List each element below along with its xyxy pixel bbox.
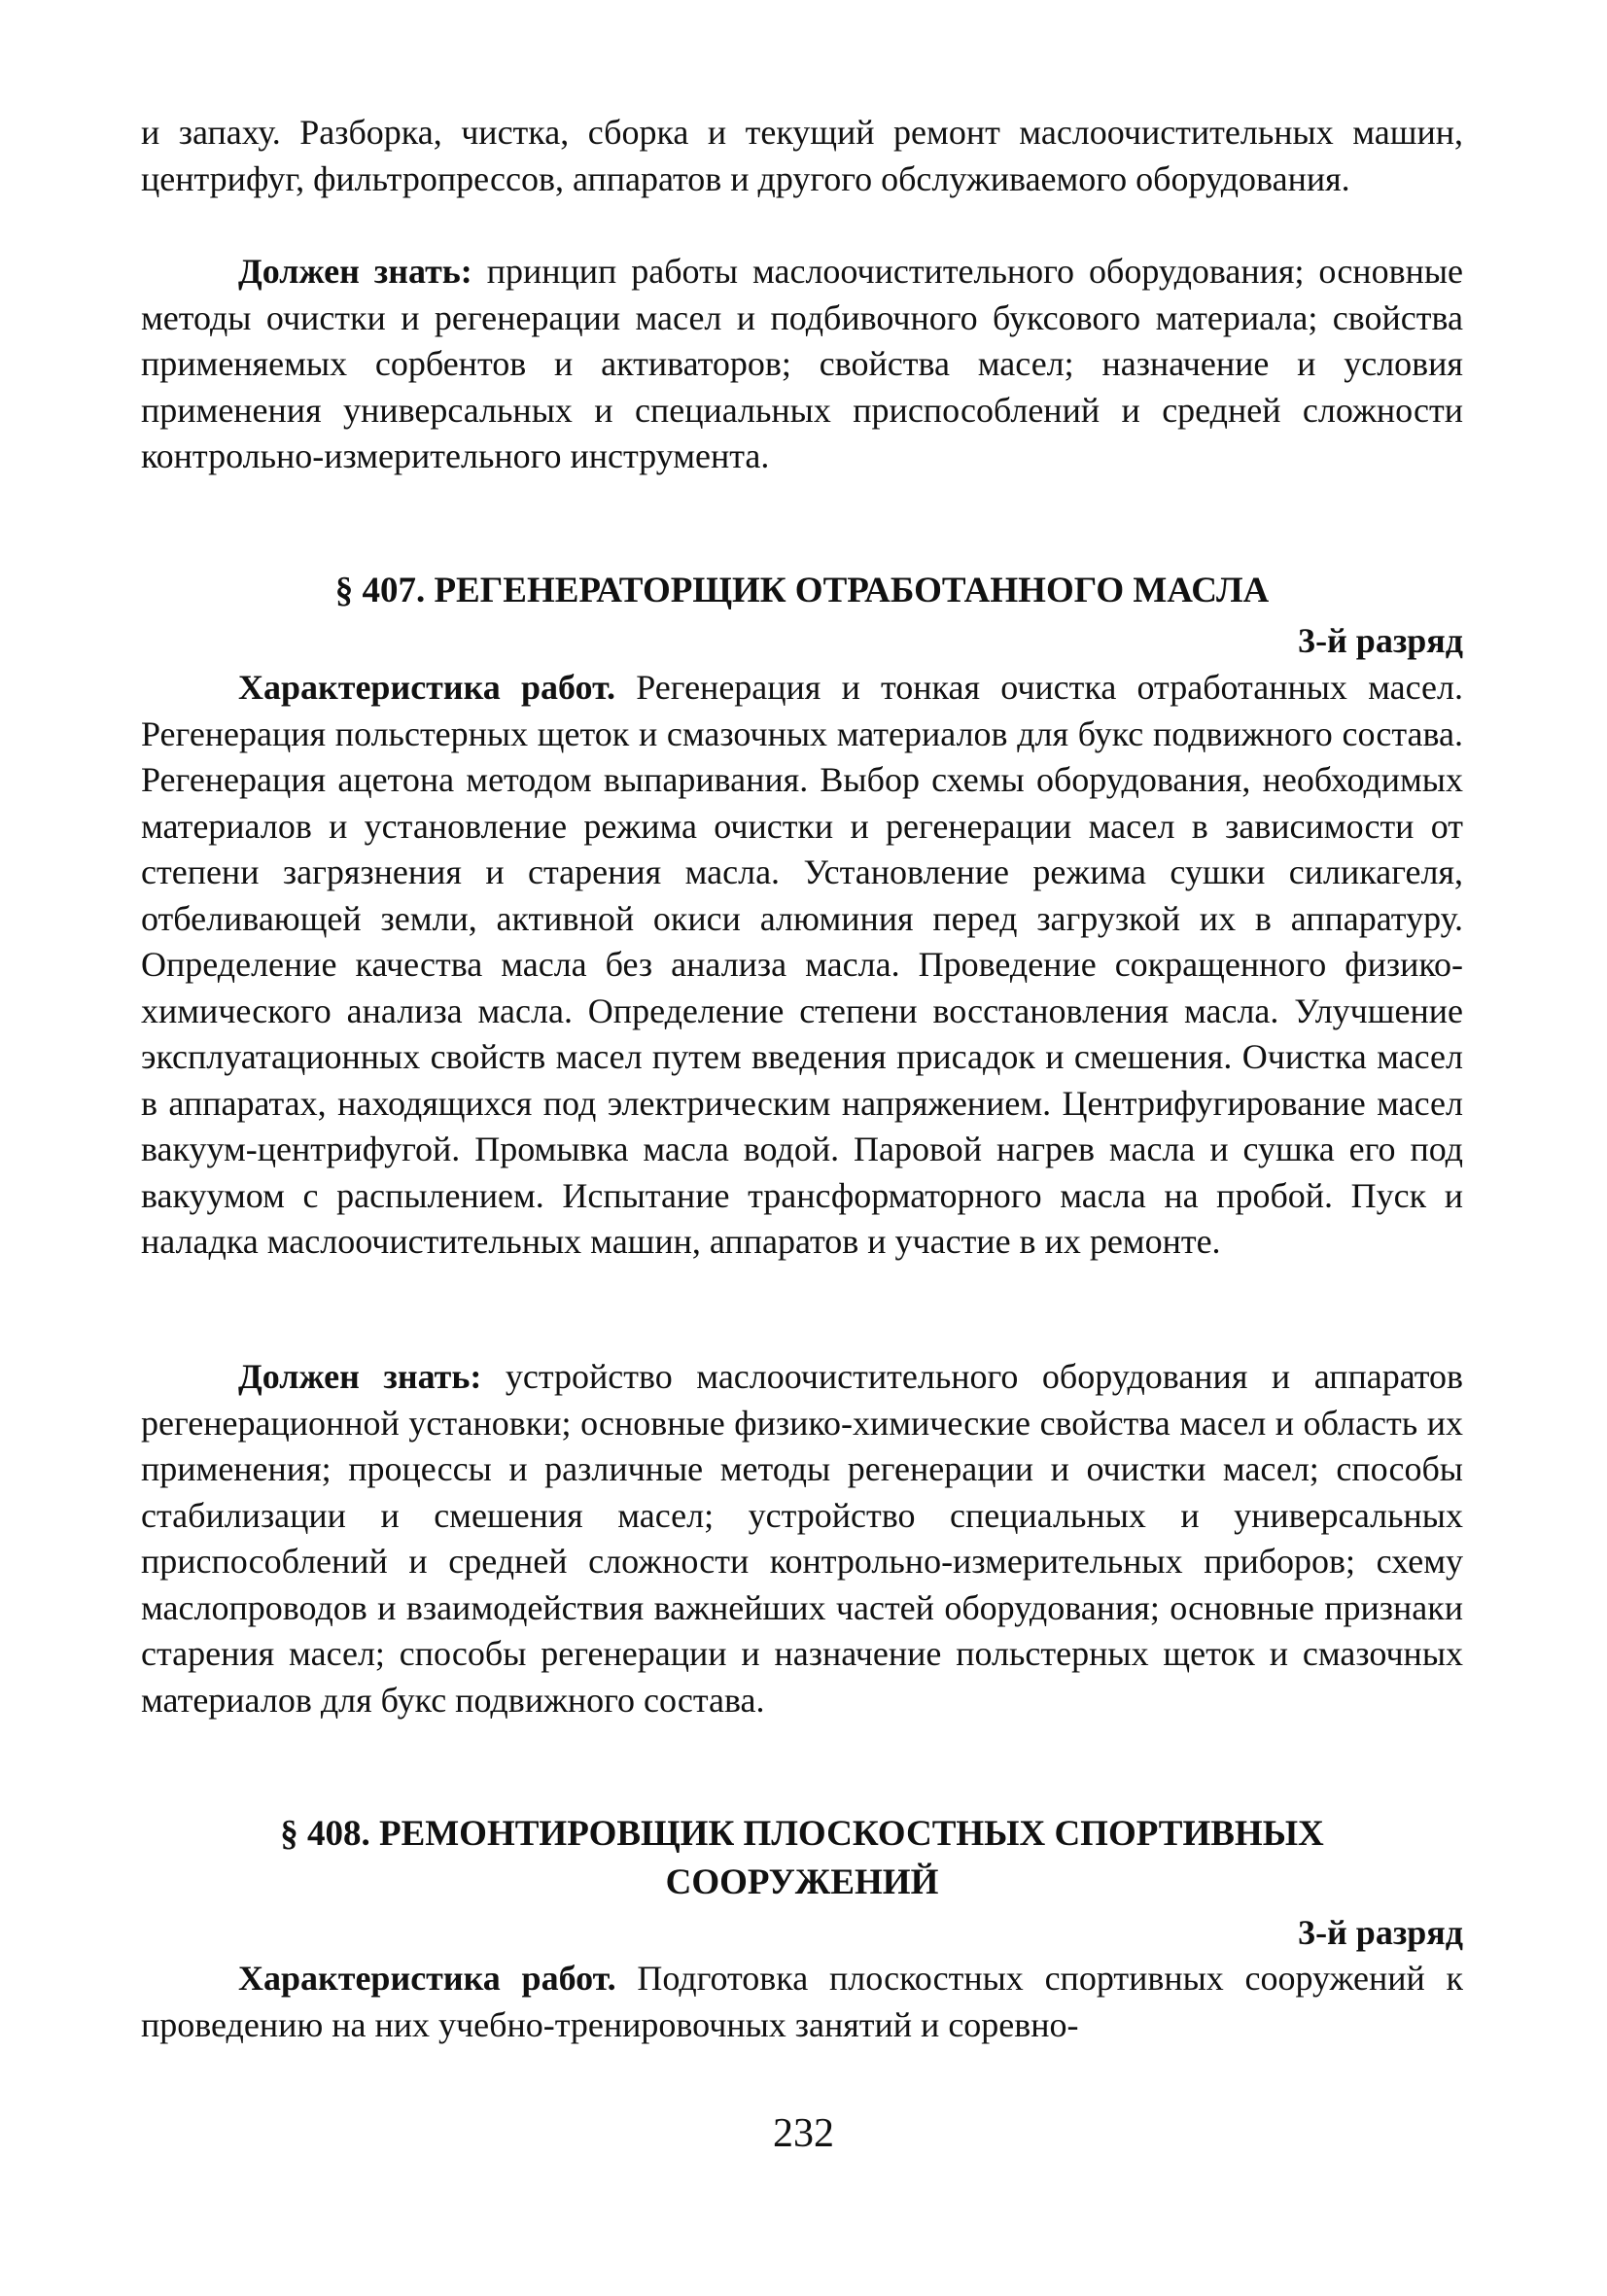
continuation-paragraph: и запаху. Разборка, чистка, сборка и текущий ремонт маслоочистительных машин, центрифуг, фильтропрессов, аппаратов и другого обслуживаемого оборудования.: [141, 113, 1463, 198]
section-408-title-line-2: СООРУЖЕНИЙ: [665, 1862, 939, 1902]
characteristics-text: Регенерация и тонкая очистка отработанных масел. Регенерация польстерных щеток и смазочных материалов для букс подвижного состава. Регенерация ацетона методом выпаривания. Выбор схемы оборудования, необходимых материалов и установление режима очистки и регенерации масел в зависимости от степени загрязнения и старения масла. Установление режима сушки силикагеля, отбеливающей земли, активной окиси алюминия перед загрузкой их в аппаратуру. Определение качества масла без анализа масла. Проведение сокращенного физико-химического анализа масла. Определение степени восстановления масла. Улучшение эксплуатационных свойств масел путем введения присадок и смешения. Очистка масел в аппаратах, находящихся под электрическим напряжением. Центрифугирование масел вакуум-центрифугой. Промывка масла водой. Паровой нагрев масла и сушка его под вакуумом с распылением. Испытание трансформаторного масла на пробой. Пуск и наладка маслоочистительных машин, аппаратов и участие в их ремонте.: [141, 668, 1463, 1261]
section-407-title: § 407. РЕГЕНЕРАТОРЩИК ОТРАБОТАННОГО МАСЛА: [334, 571, 1270, 610]
page-number: 232: [773, 2111, 834, 2156]
section-407-grade: 3-й разряд: [1298, 621, 1463, 660]
knowledge-text: устройство маслоочистительного оборудования и аппаратов регенерационной установки; основные физико-химические свойства масел и область их применения; процессы и различные методы регенерации и очистки масел; способы стабилизации и смешения масел; устройство специальных и универсальных приспособлений и средней сложности контрольно-измерительных приборов; схему маслопроводов и взаимодействия важнейших частей оборудования; основные признаки старения масел; способы регенерации и назначение польстерных щеток и смазочных материалов для букс подвижного состава.: [141, 1357, 1464, 1720]
section-407-characteristics: [141, 665, 1463, 1266]
knowledge-label: Должен знать:: [238, 1357, 482, 1396]
section-408-grade: 3-й разряд: [1298, 1913, 1463, 1952]
characteristics-text: Подготовка плоскостных спортивных сооружений к проведению на них учебно-тренировочных занятий и соревно-: [141, 1959, 1464, 2044]
knowledge-paragraph-1: [141, 249, 1463, 480]
section-408-title: [141, 1810, 1463, 1907]
characteristics-label: Характеристика работ.: [238, 668, 616, 707]
knowledge-text: принцип работы маслоочистительного оборудования; основные методы очистки и регенерации масел и подбивочного буксового материала; свойства применяемых сорбентов и активаторов; свойства масел; назначение и условия применения универсальных и специальных приспособлений и средней сложности контрольно-измерительного инструмента.: [141, 252, 1463, 475]
section-408-title-line-1: § 408. РЕМОНТИРОВЩИК ПЛОСКОСТНЫХ СПОРТИВНЫХ: [280, 1814, 1324, 1854]
characteristics-label: Характеристика работ.: [238, 1959, 616, 1998]
section-407-knowledge: [141, 1354, 1463, 1723]
knowledge-label: Должен знать:: [238, 252, 472, 291]
section-408-characteristics: [141, 1956, 1463, 2048]
